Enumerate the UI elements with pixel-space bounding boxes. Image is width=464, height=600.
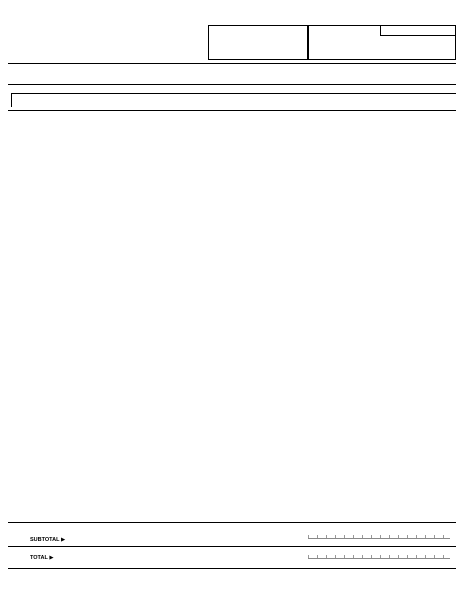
subtotal-label: SUBTOTAL ▶ xyxy=(30,537,66,543)
total-label: TOTAL ▶ xyxy=(30,555,54,561)
line-number-box xyxy=(308,25,456,60)
subtotal-amount[interactable] xyxy=(308,528,450,539)
instruction-box xyxy=(208,25,308,60)
committee-name-box xyxy=(11,93,456,107)
total-amount[interactable] xyxy=(308,548,450,559)
